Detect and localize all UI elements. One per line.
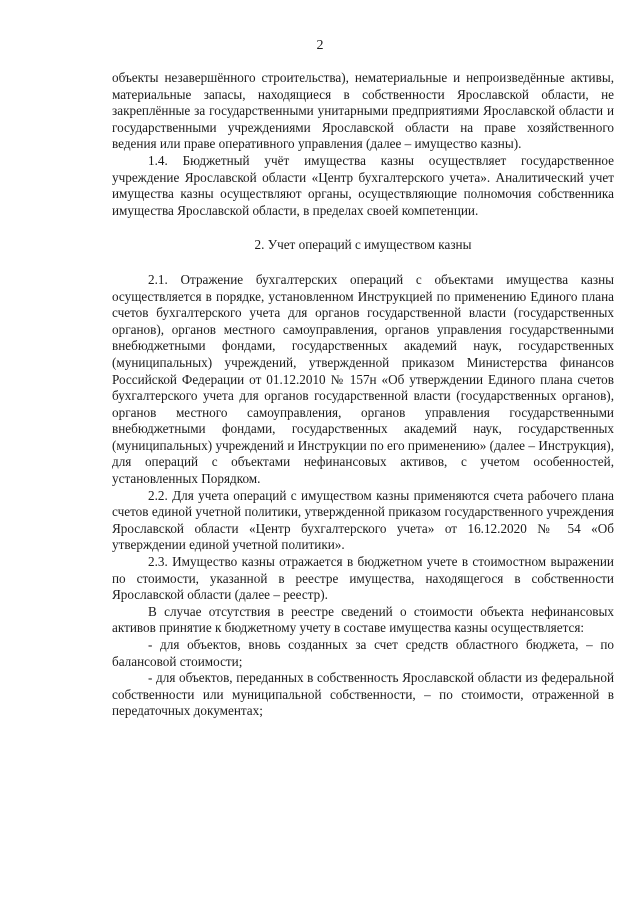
paragraph-2-2: 2.2. Для учета операций с имуществом казны применяются счета рабочего плана счетов единой учетной политики, утвержденной приказом государственного учреждения Ярославской области «Центр бухгалтерского учета» от 16.12.2020 № 54 «Об утверждении единой учетной политики». — [112, 487, 614, 553]
section-title: 2. Учет операций с имуществом казны — [254, 237, 472, 253]
document-body — [112, 70, 614, 720]
paragraph-1-4: 1.4. Бюджетный учёт имущества казны осуществляет государственное учреждение Ярославской области «Центр бухгалтерского учета». Аналитический учет имущества казны осуществляют органы, осуществляющие полномочия собственника имущества Ярославской области, в пределах своей компетенции. — [112, 152, 614, 218]
paragraph-absent-value: В случае отсутствия в реестре сведений о стоимости объекта нефинансовых активов принятие к бюджетному учету в составе имущества казны осуществляется: — [112, 603, 614, 636]
page-number: 2 — [316, 38, 324, 53]
paragraph-2-1: 2.1. Отражение бухгалтерских операций с объектами имущества казны осуществляется в порядке, установленном Инструкцией по применению Единого плана счетов бухгалтерского учета для органов государственной власти (государственных органов), органов местного самоуправления, органов управления государственными внебюджетными фондами, государственных академий наук, государственных (муниципальных) учреждений, утвержденной приказом Министерства финансов Российской Федерации от 01.12.2010 № 157н «Об утверждении Единого плана счетов бухгалтерского учета для органов государственной власти (государственных органов), органов местного самоуправления, органов управления государственными внебюджетными фондами, государственных академий наук, государственных (муниципальных) учреждений и Инструкции по его применению» (далее – Инструкция), для операций с объектами нефинансовых активов, с учетом особенностей, установленных Порядком. — [112, 271, 614, 487]
list-item: - для объектов, переданных в собственность Ярославской области из федеральной собственности или муниципальной собственности, – по стоимости, отраженной в передаточных документах; — [112, 670, 614, 719]
paragraph-continuation: объекты незавершённого строительства), нематериальные и непроизведённые активы, материальные запасы, находящиеся в собственности Ярославской области, не закреплённые за государственными унитарными предприятиями Ярославской области и государственными учреждениями Ярославской области на праве хозяйственного ведения или праве оперативного управления (далее – имущество казны). — [112, 70, 614, 152]
list-item: - для объектов, вновь созданных за счет средств областного бюджета, – по балансовой стоимости; — [112, 637, 614, 669]
paragraph-2-3: 2.3. Имущество казны отражается в бюджетном учете в стоимостном выражении по стоимости, указанной в реестре имущества, находящегося в собственности Ярославской области (далее – реестр). — [112, 554, 614, 603]
